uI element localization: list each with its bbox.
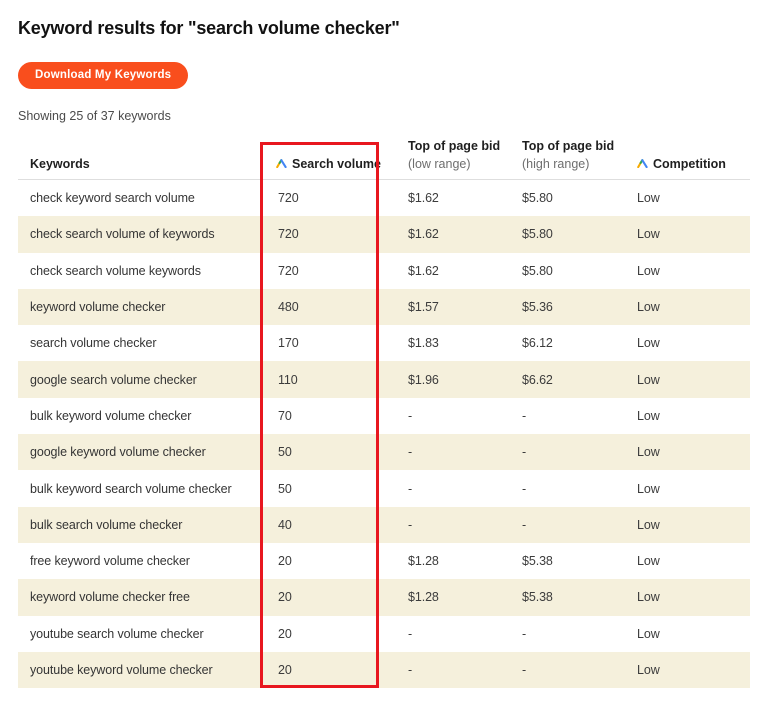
column-header-bid-low — [390, 139, 504, 171]
bid-high-cell: - — [522, 517, 527, 532]
table-row — [18, 289, 750, 325]
bid-low-cell: $1.96 — [408, 372, 439, 387]
keyword-cell: bulk keyword volume checker — [30, 408, 192, 423]
table-header-row — [18, 133, 750, 180]
bid-high-cell: $5.38 — [522, 554, 553, 569]
search-volume-cell: 20 — [278, 663, 292, 677]
bid-high-cell: $5.80 — [522, 263, 553, 278]
sort-caret-icon — [276, 159, 287, 168]
column-header-search-volume[interactable] — [260, 157, 390, 171]
table-row — [18, 216, 750, 252]
results-count: Showing 25 of 37 keywords — [18, 109, 171, 123]
competition-cell: Low — [637, 517, 660, 532]
table-row — [18, 180, 750, 216]
sort-caret-icon — [637, 159, 648, 168]
keyword-cell: check search volume keywords — [30, 263, 201, 278]
bid-high-cell: $5.38 — [522, 590, 553, 605]
table-row — [18, 434, 750, 470]
search-volume-cell: 70 — [278, 408, 292, 423]
search-volume-cell: 110 — [278, 372, 298, 387]
table-row — [18, 543, 750, 579]
bid-low-cell: - — [408, 663, 413, 677]
keyword-cell: google keyword volume checker — [30, 445, 206, 460]
table-row — [18, 470, 750, 506]
search-volume-cell: 720 — [278, 191, 299, 206]
keyword-cell: free keyword volume checker — [30, 554, 190, 569]
keyword-table-body — [18, 180, 750, 688]
bid-low-cell: $1.62 — [408, 191, 439, 206]
competition-cell: Low — [637, 372, 660, 387]
bid-low-cell: - — [408, 445, 413, 460]
competition-cell: Low — [637, 554, 660, 569]
bid-low-cell: $1.62 — [408, 263, 439, 278]
bid-high-cell: - — [522, 626, 527, 641]
page-title: Keyword results for "search volume checker" — [18, 18, 400, 38]
keyword-cell: keyword volume checker — [30, 300, 166, 315]
search-volume-cell: 20 — [278, 554, 292, 569]
keyword-cell: google search volume checker — [30, 372, 197, 387]
bid-low-subtitle: (low range) — [408, 157, 471, 171]
bid-high-cell: $6.62 — [522, 372, 553, 387]
bid-high-cell: - — [522, 481, 527, 496]
table-row — [18, 398, 750, 434]
bid-low-title: Top of page bid — [408, 139, 501, 153]
competition-cell: Low — [637, 336, 660, 351]
keyword-cell: bulk search volume checker — [30, 517, 183, 532]
bid-low-cell: $1.28 — [408, 554, 439, 569]
bid-low-cell: - — [408, 481, 413, 496]
table-row — [18, 253, 750, 289]
search-volume-cell: 720 — [278, 263, 299, 278]
keyword-cell: bulk keyword search volume checker — [30, 481, 232, 496]
bid-low-cell: $1.83 — [408, 336, 439, 351]
competition-cell: Low — [637, 626, 660, 641]
download-keywords-button[interactable]: Download My Keywords — [18, 62, 188, 89]
search-volume-cell: 480 — [278, 300, 299, 315]
search-volume-cell: 20 — [278, 590, 292, 605]
search-volume-cell: 50 — [278, 445, 292, 460]
competition-cell: Low — [637, 663, 660, 677]
keyword-cell: youtube search volume checker — [30, 626, 204, 641]
table-row — [18, 579, 750, 615]
bid-high-title: Top of page bid — [522, 139, 615, 153]
keyword-cell: youtube keyword volume checker — [30, 663, 213, 677]
bid-high-cell: $6.12 — [522, 336, 553, 351]
table-row — [18, 507, 750, 543]
column-header-competition[interactable] — [619, 157, 750, 171]
search-volume-cell: 50 — [278, 481, 292, 496]
bid-high-cell: $5.80 — [522, 191, 553, 206]
column-header-bid-high — [504, 139, 619, 171]
bid-low-cell: $1.28 — [408, 590, 439, 605]
keyword-cell: check keyword search volume — [30, 191, 195, 206]
table-row — [18, 325, 750, 361]
competition-cell: Low — [637, 408, 660, 423]
column-header-competition-label: Competition — [653, 157, 726, 171]
bid-high-subtitle: (high range) — [522, 157, 590, 171]
bid-high-cell: - — [522, 408, 527, 423]
bid-high-cell: $5.80 — [522, 227, 553, 242]
table-row — [18, 616, 750, 652]
search-volume-cell: 170 — [278, 336, 299, 351]
search-volume-cell: 720 — [278, 227, 299, 242]
search-volume-cell: 40 — [278, 517, 292, 532]
competition-cell: Low — [637, 263, 660, 278]
bid-high-cell: - — [522, 445, 527, 460]
bid-low-cell: - — [408, 626, 413, 641]
bid-high-cell: $5.36 — [522, 300, 553, 315]
search-volume-cell: 20 — [278, 626, 292, 641]
competition-cell: Low — [637, 481, 660, 496]
bid-low-cell: - — [408, 408, 413, 423]
competition-cell: Low — [637, 300, 660, 315]
bid-high-cell: - — [522, 663, 527, 677]
table-row — [18, 361, 750, 397]
keyword-cell: keyword volume checker free — [30, 590, 190, 605]
bid-low-cell: - — [408, 517, 413, 532]
competition-cell: Low — [637, 445, 660, 460]
bid-low-cell: $1.57 — [408, 300, 439, 315]
bid-low-cell: $1.62 — [408, 227, 439, 242]
competition-cell: Low — [637, 191, 660, 206]
table-row — [18, 652, 750, 688]
keyword-cell: search volume checker — [30, 336, 157, 351]
competition-cell: Low — [637, 590, 660, 605]
column-header-search-volume-label: Search volume — [292, 157, 381, 171]
column-header-keywords: Keywords — [30, 157, 90, 171]
keyword-cell: check search volume of keywords — [30, 227, 215, 242]
competition-cell: Low — [637, 227, 660, 242]
